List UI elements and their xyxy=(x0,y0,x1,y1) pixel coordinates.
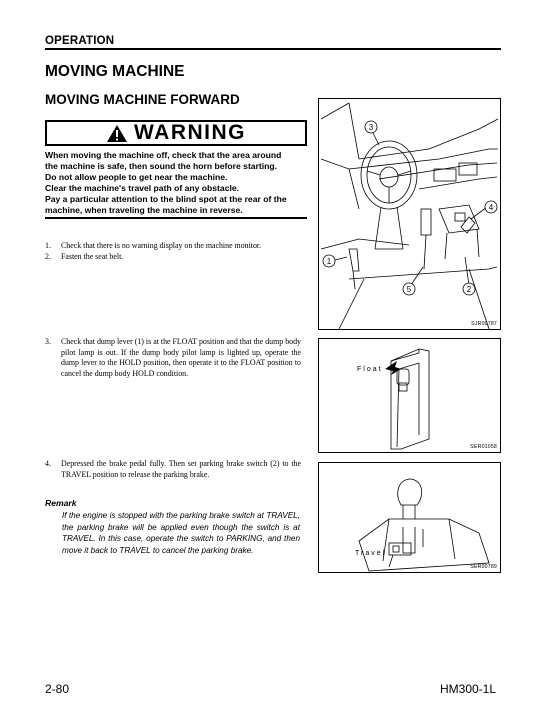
figure-cab-interior xyxy=(318,98,501,330)
cab-interior-illustration xyxy=(319,99,500,329)
callout-number: 4 xyxy=(488,203,494,212)
figure-dump-lever xyxy=(318,338,501,453)
model-number: HM300-1L xyxy=(440,682,497,696)
figure-parking-brake xyxy=(318,462,501,573)
remark-heading: Remark xyxy=(45,498,77,508)
float-label: Float xyxy=(357,366,383,373)
parking-brake-illustration xyxy=(319,463,500,572)
warning-line: Clear the machine's travel path of any obstacle. xyxy=(45,183,240,193)
figure-code: SJR00787 xyxy=(471,321,497,327)
remark-text: If the engine is stopped with the parking brake switch at TRAVEL, the parking brake will be applied even though the switch is at TRAVEL. In this case, operate the switch to PARKING, and then move it back to TRAVEL to cancel the parking brake. xyxy=(62,511,300,555)
header-rule xyxy=(45,48,501,50)
step-text: Fasten the seat belt. xyxy=(61,252,124,261)
warning-label: WARNING xyxy=(134,121,246,144)
step-item xyxy=(45,459,301,480)
callout-number: 5 xyxy=(406,285,412,294)
step-number: 2. xyxy=(45,252,51,261)
step-text: Check that dump lever (1) is at the FLOAT position and that the dump body pilot lamp is out. If the dump body pilot lamp is lighted up, operate the dump lever to the HOLD position, then operate it to the FLOAT position to cancel the dump body HOLD condition. xyxy=(61,337,301,378)
callout-number: 3 xyxy=(368,123,374,132)
step-number: 4. xyxy=(45,459,51,468)
dump-lever-illustration xyxy=(319,339,500,452)
warning-line: machine, when traveling the machine in reverse. xyxy=(45,205,243,215)
callout-number: 1 xyxy=(326,257,332,266)
step-item xyxy=(45,337,301,379)
warning-text xyxy=(45,150,307,216)
page-number: 2-80 xyxy=(45,682,70,696)
section-subtitle: MOVING MACHINE FORWARD xyxy=(45,92,240,107)
step-number: 1. xyxy=(45,241,51,250)
warning-rule xyxy=(45,217,307,219)
travel-label: Travel xyxy=(355,550,387,557)
warning-triangle-icon xyxy=(106,124,128,143)
warning-line: the machine is safe, then sound the horn before starting. xyxy=(45,161,278,171)
callout-number: 2 xyxy=(466,285,472,294)
figure-code: SER00789 xyxy=(470,564,497,570)
step-text: Check that there is no warning display on the machine monitor. xyxy=(61,241,262,250)
figure-code: SER01058 xyxy=(470,444,497,450)
section-header: OPERATION xyxy=(45,35,115,47)
callout-group xyxy=(323,121,497,295)
step-number: 3. xyxy=(45,337,51,346)
warning-line: Do not allow people to get near the machine. xyxy=(45,172,228,182)
step-item xyxy=(45,252,303,263)
warning-line: Pay a particular attention to the blind spot at the rear of the xyxy=(45,194,287,204)
warning-line: When moving the machine off, check that the area around xyxy=(45,150,282,160)
warning-banner xyxy=(45,120,307,146)
page-title: MOVING MACHINE xyxy=(45,63,185,80)
step-item xyxy=(45,241,303,252)
step-text: Depressed the brake pedal fully. Then set parking brake switch (2) to the TRAVEL position to release the parking brake. xyxy=(61,459,301,479)
